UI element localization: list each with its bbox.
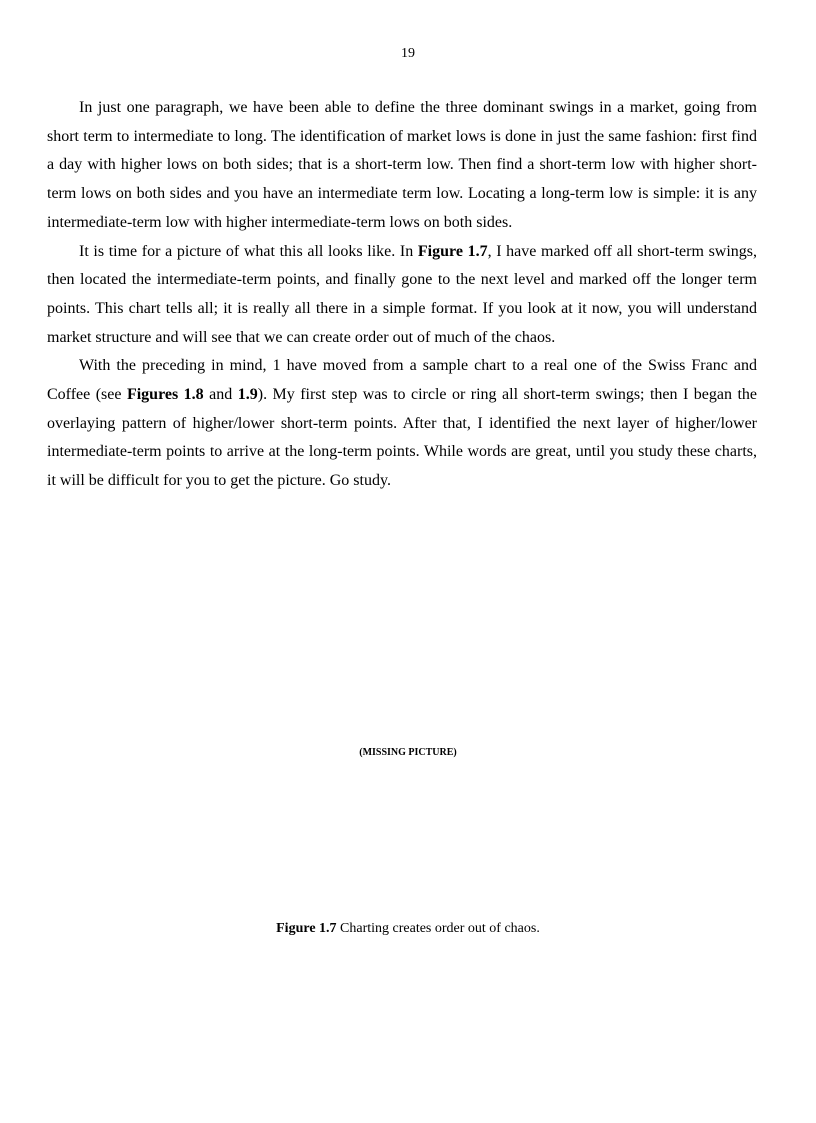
- figure-reference: Figures 1.8: [126, 386, 204, 404]
- figure-reference: 1.9: [237, 386, 258, 404]
- paragraph-text: In just one paragraph, we have been able to define the three dominant swings in a market, going from short term to intermediate to long. The identification of market lows is done in just the same fashion: first find a day with higher lows on both sides; that is a short-term low. Then find a short-term low with higher short-term lows on both sides and you have an intermediate term low. Locating a long-term low is simple: it is any intermediate-term low with higher intermediate-term lows on both sides.: [47, 99, 757, 231]
- missing-picture-placeholder: (MISSING PICTURE): [359, 747, 457, 758]
- paragraph-text: and: [203, 386, 238, 404]
- paragraph: [47, 94, 757, 238]
- figure-caption-text: Charting creates order out of chaos.: [336, 921, 540, 936]
- paragraph-text: , I have marked off all short-term swings, then located the intermediate-term points, and finally gone to the next level and marked off the longer term points. This chart tells all; it is really all there in a simple format. If you look at it now, you will understand market structure and will see that we can create order out of much of the chaos.: [47, 242, 758, 346]
- paragraph-text: ). My first step was to circle or ring all short-term swings; then I began the overlaying pattern of higher/lower short-term points. After that, I identified the next layer of higher/lower intermediate-term points to arrive at the long-term points. While words are great, until you study these charts, it will be difficult for you to get the picture. Go study.: [47, 386, 758, 490]
- page-number: 19: [401, 46, 415, 61]
- body-text: [47, 94, 757, 496]
- paragraph-text: It is time for a picture of what this all looks like. In: [79, 242, 418, 260]
- paragraph: [47, 238, 757, 353]
- paragraph: [47, 352, 757, 496]
- figure-caption-label: Figure 1.7: [276, 921, 337, 936]
- figure-caption: [0, 920, 816, 938]
- paragraph-text: With the preceding in mind, 1 have moved from a sample chart to a real one of the Swiss Franc and Coffee (see: [47, 357, 757, 404]
- figure-reference: Figure 1.7: [417, 242, 488, 260]
